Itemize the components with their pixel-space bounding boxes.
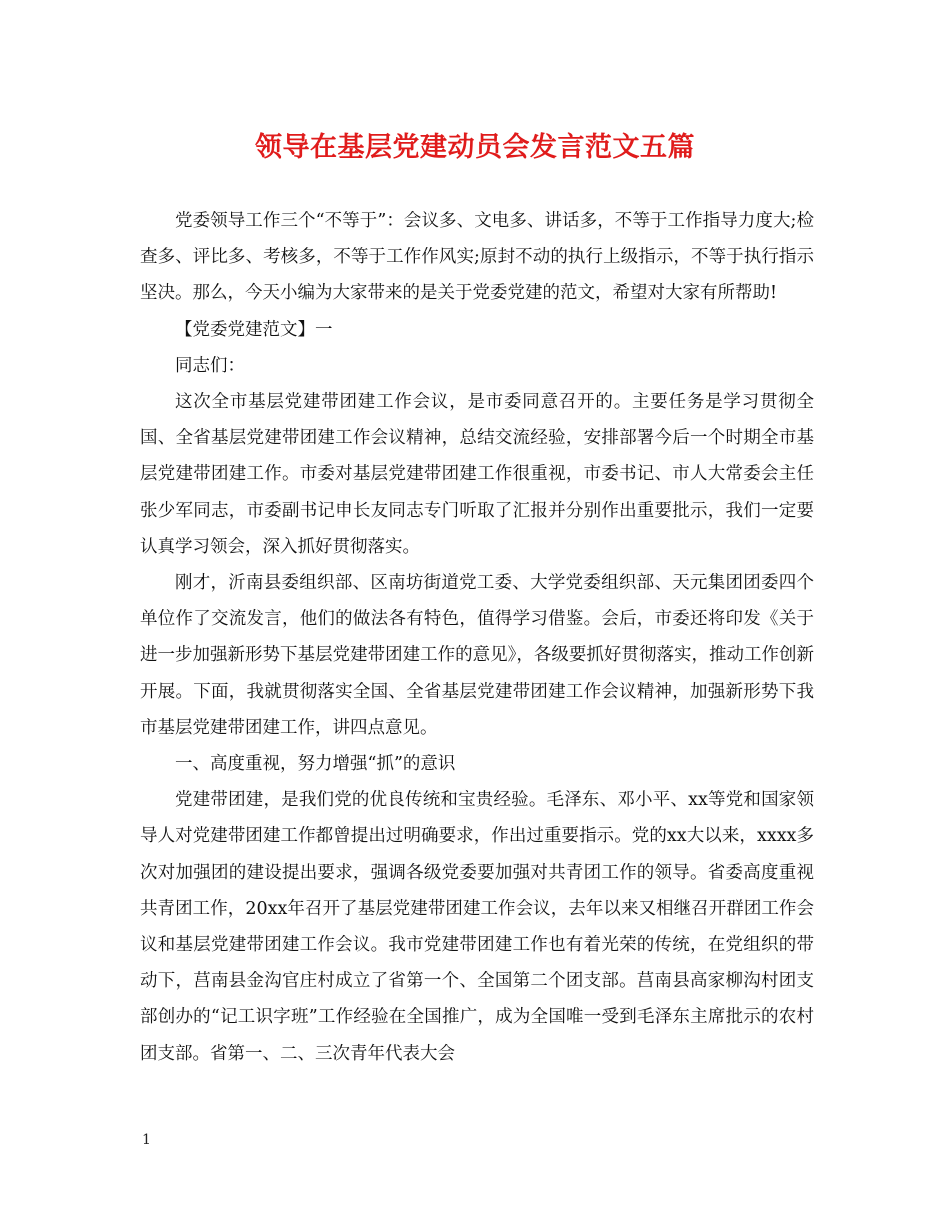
section-heading: 【党委党建范文】一 bbox=[175, 319, 333, 340]
intro-paragraph: 党委领导工作三个“不等于”：会议多、文电多、讲话多，不等于工作指导力度大;检查多、评比多、考核多，不等于工作作风实;原封不动的执行上级指示，不等于执行指示坚决。那么，今天小编为大家带来的是关于党委党建的范文，希望对大家有所帮助! bbox=[140, 211, 814, 304]
page-number: 1 bbox=[142, 1132, 151, 1148]
salutation: 同志们： bbox=[175, 355, 245, 376]
document-title: 领导在基层党建动员会发言范文五篇 bbox=[255, 132, 695, 163]
document-body bbox=[140, 203, 814, 1072]
body-paragraph: 党建带团建，是我们党的优良传统和宝贵经验。毛泽东、邓小平、xx等党和国家领导人对党建带团建工作都曾提出过明确要求，作出过重要指示。党的xx大以来，xxxx多次对加强团的建设提出要求，强调各级党委要加强对共青团工作的领导。省委高度重视共青团工作，20xx年召开了基层党建带团建工作会议，去年以来又相继召开群团工作会议和基层党建带团建工作会议。我市党建带团建工作也有着光荣的传统，在党组织的带动下，莒南县金沟官庄村成立了省第一个、全国第二个团支部。莒南县高家柳沟村团支部创办的“记工识字班”工作经验在全国推广，成为全国唯一受到毛泽东主席批示的农村团支部。省第一、二、三次青年代表大会 bbox=[140, 790, 814, 1064]
body-paragraph: 刚才，沂南县委组织部、区南坊街道党工委、大学党委组织部、天元集团团委四个单位作了交流发言，他们的做法各有特色，值得学习借鉴。会后，市委还将印发《关于进一步加强新形势下基层党建带团建工作的意见》，各级要抓好贯彻落实，推动工作创新开展。下面，我就贯彻落实全国、全省基层党建带团建工作会议精神，加强新形势下我市基层党建带团建工作，讲四点意见。 bbox=[140, 573, 814, 738]
subsection-heading: 一、高度重视，努力增强“抓”的意识 bbox=[175, 754, 456, 775]
body-paragraph: 这次全市基层党建带团建工作会议，是市委同意召开的。主要任务是学习贯彻全国、全省基层党建带团建工作会议精神，总结交流经验，安排部署今后一个时期全市基层党建带团建工作。市委对基层党建带团建工作很重视，市委书记、市人大常委会主任张少军同志，市委副书记申长友同志专门听取了汇报并分别作出重要批示，我们一定要认真学习领会，深入抓好贯彻落实。 bbox=[140, 392, 814, 557]
